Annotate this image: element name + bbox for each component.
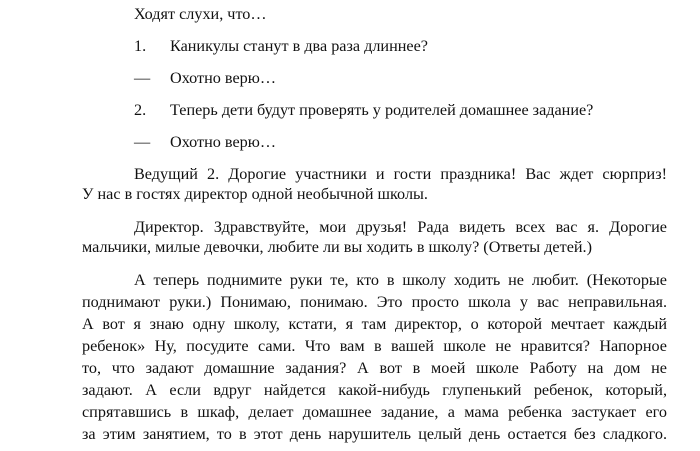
paragraph-line: Ведущий 2. Дорогие участники и гости праздника! Вас ждет сюрприз! [134,165,667,183]
paragraph-line: ребенок» Ну, посудите сами. Что вам в вашей школе не нравится? Напорное [82,337,667,355]
list-item-text: Охотно верю… [170,69,277,87]
list-item-marker: 2. [134,101,147,119]
list-item-marker: 1. [134,37,147,55]
paragraph-line: то, что задают домашние задания? А вот в моей школе Работу на дом не [82,359,667,377]
list-item-text: Охотно верю… [170,133,277,151]
list-item-marker: — [134,133,151,151]
paragraph-line: Директор. Здравствуйте, мои друзья! Рада видеть всех вас я. Дорогие [134,218,667,236]
paragraph-line: У нас в гостях директор одной необычной школы. [82,185,428,203]
paragraph-line: за этим занятием, то в этот день нарушитель целый день остается без сладкого. [82,425,667,443]
list-item-marker: — [134,69,151,87]
list-item-text: Теперь дети будут проверять у родителей домашнее задание? [170,101,594,119]
intro-line: Ходят слухи, что… [134,5,267,23]
paragraph-line: поднимают руки.) Понимаю, понимаю. Это просто школа у вас неправильная. [82,293,667,311]
list-item-text: Каникулы станут в два раза длиннее? [170,37,428,55]
paragraph-line: А теперь поднимите руки те, кто в школу ходить не любит. (Некоторые [134,271,667,289]
paragraph-line: А вот я знаю одну школу, кстати, я там директор, о которой мечтает каждый [82,315,667,333]
paragraph-line: мальчики, милые девочки, любите ли вы ходить в школу? (Ответы детей.) [82,238,592,256]
paragraph-line: задают. А если вдруг найдется какой-нибудь глупенький ребенок, который, [82,381,667,399]
paragraph-line: спрятавшись в шкаф, делает домашнее задание, а мама ребенка застукает его [82,403,667,421]
